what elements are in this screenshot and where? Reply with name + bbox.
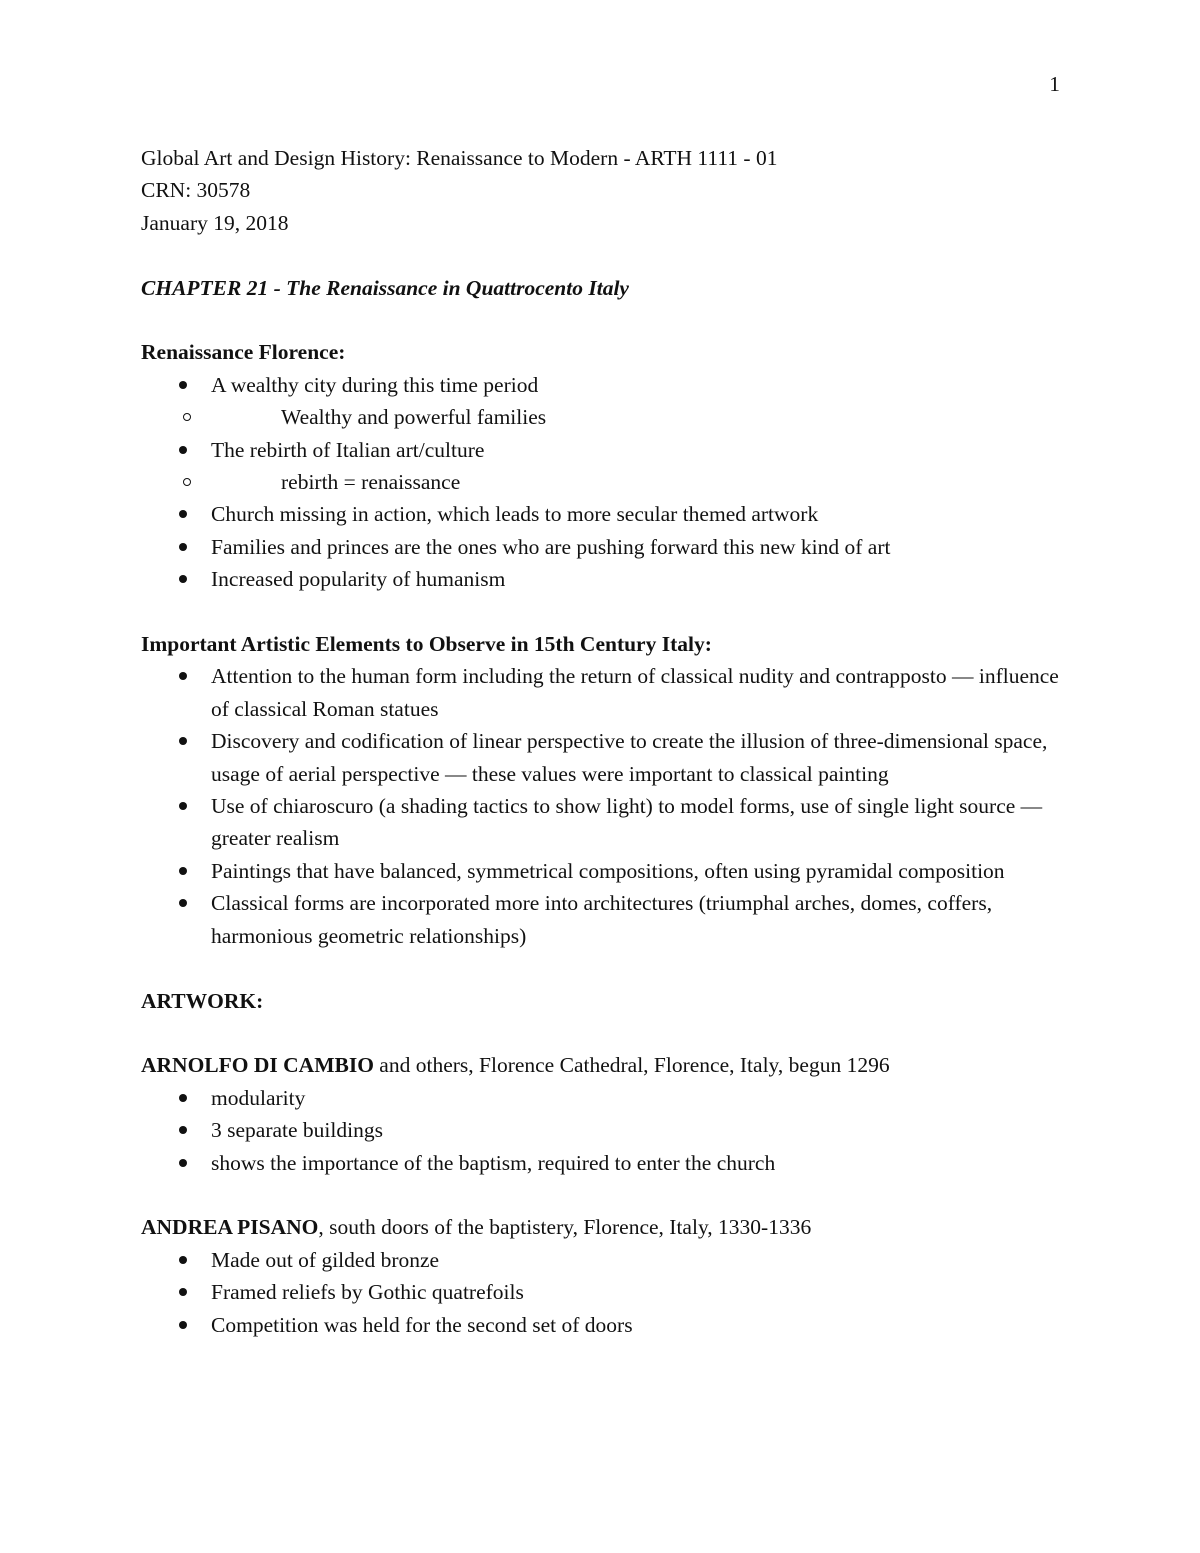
chapter-title: CHAPTER 21 - The Renaissance in Quattrocento Italy [141, 275, 629, 300]
artwork-heading: ARTWORK: [141, 988, 264, 1013]
pisano-entry [141, 1211, 1061, 1243]
date-line: January 19, 2018 [141, 210, 289, 235]
crn-line: CRN: 30578 [141, 178, 251, 203]
list-item: Use of chiaroscuro (a shading tactics to show light) to model forms, use of single light source — greater realism [141, 790, 1061, 855]
sub-list-item: Wealthy and powerful families [141, 401, 1061, 433]
list-item: Church missing in action, which leads to more secular themed artwork [141, 498, 1061, 530]
elements-heading: Important Artistic Elements to Observe in 15th Century Italy: [141, 632, 712, 657]
artwork-description: and others, Florence Cathedral, Florence, Italy, begun 1296 [373, 1053, 890, 1078]
list-item: The rebirth of Italian art/culture rebirth = renaissance [141, 434, 1061, 499]
list-item: 3 separate buildings [141, 1114, 1061, 1146]
list-item: Increased popularity of humanism [141, 563, 1061, 595]
florence-heading: Renaissance Florence: [141, 340, 346, 365]
list-item: Framed reliefs by Gothic quatrefoils [141, 1276, 1061, 1308]
list-item: Attention to the human form including the return of classical nudity and contrapposto — influence of classical Roman statues [141, 660, 1061, 725]
page-number: 1 [1049, 72, 1060, 96]
artist-name: ANDREA PISANO [141, 1215, 319, 1240]
cambio-list [141, 1082, 1061, 1179]
list-item: A wealthy city during this time period Wealthy and powerful families [141, 369, 1061, 434]
artwork-description: , south doors of the baptistery, Florence, Italy, 1330-1336 [318, 1215, 812, 1240]
cambio-entry [141, 1049, 1061, 1081]
list-item: Competition was held for the second set of doors [141, 1309, 1061, 1341]
list-item: modularity [141, 1082, 1061, 1114]
list-item: Classical forms are incorporated more into architectures (triumphal arches, domes, coffers, harmonious geometric relationships) [141, 887, 1061, 952]
list-item: Made out of gilded bronze [141, 1244, 1061, 1276]
elements-list [141, 660, 1061, 952]
list-item: shows the importance of the baptism, required to enter the church [141, 1147, 1061, 1179]
list-item: Discovery and codification of linear perspective to create the illusion of three-dimensional space, usage of aerial perspective — these values were important to classical painting [141, 725, 1061, 790]
course-title: Global Art and Design History: Renaissance to Modern - ARTH 1111 - 01 [141, 146, 778, 170]
florence-list [141, 369, 1061, 596]
artist-name: ARNOLFO DI CAMBIO [141, 1053, 374, 1078]
list-item: Paintings that have balanced, symmetrical compositions, often using pyramidal composition [141, 855, 1061, 887]
list-item: Families and princes are the ones who are pushing forward this new kind of art [141, 531, 1061, 563]
document-body [141, 142, 1061, 1341]
sub-list-item: rebirth = renaissance [141, 466, 1061, 498]
pisano-list [141, 1244, 1061, 1341]
